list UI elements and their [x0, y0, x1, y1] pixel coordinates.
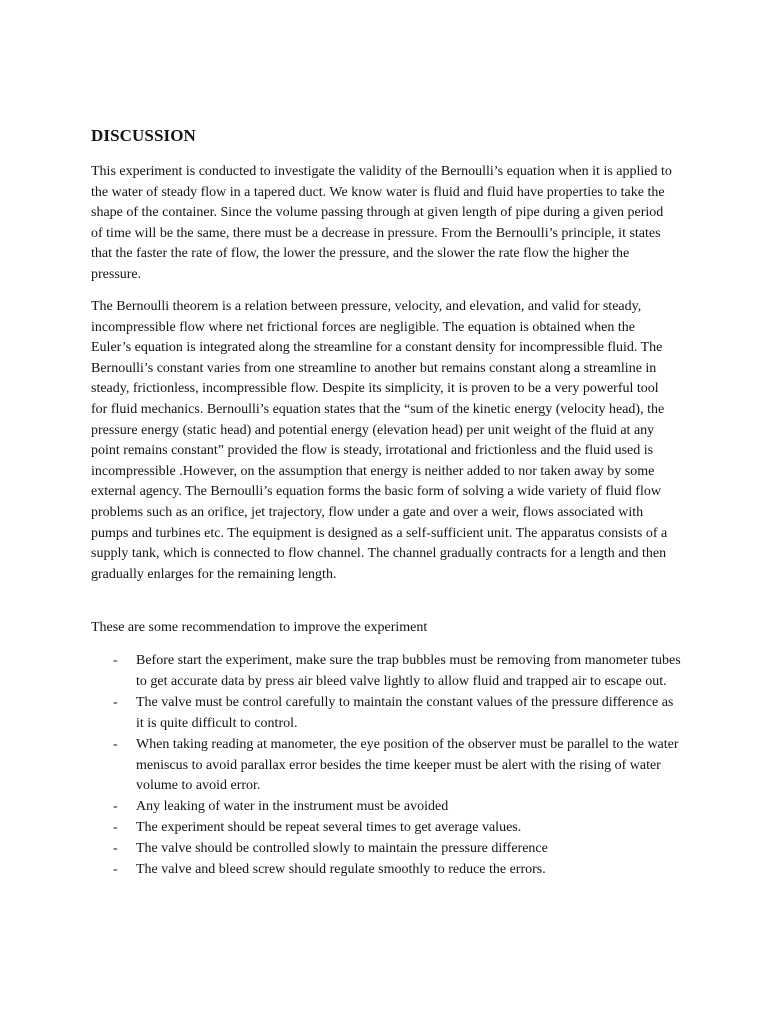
list-item-text: The valve and bleed screw should regulate smoothly to reduce the errors.: [136, 862, 546, 878]
list-item: [91, 693, 681, 735]
list-item-text: The experiment should be repeat several times to get average values.: [136, 820, 522, 836]
list-item: [91, 818, 681, 839]
list-dash: -: [113, 841, 118, 857]
list-dash: -: [113, 694, 118, 710]
recommendation-list: [91, 651, 681, 881]
list-item-text: When taking reading at manometer, the eye position of the observer must be parallel to the water meniscus to avoid parallax error besides the time keeper must be alert with the rising of water volume to avoid error.: [136, 736, 679, 794]
list-item-text: Any leaking of water in the instrument must be avoided: [136, 799, 449, 815]
list-item: [91, 860, 681, 881]
paragraph-bernoulli-theorem: The Bernoulli theorem is a relation between pressure, velocity, and elevation, and valid for steady, incompressible flow where net frictional forces are negligible. The equation is obtained when the Euler’s equation is integrated along the streamline for a constant density for incompressible fluid. The Bernoulli’s constant varies from one streamline to another but remains constant along a streamline in steady, frictionless, incompressible flow. Despite its simplicity, it is proven to be a very powerful tool for fluid mechanics. Bernoulli’s equation states that the “sum of the kinetic energy (velocity head), the pressure energy (static head) and potential energy (elevation head) per unit weight of the fluid at any point remains constant” provided the flow is steady, irrotational and frictionless and the fluid used is incompressible .However, on the assumption that energy is neither added to nor taken away by some external agency. The Bernoulli’s equation forms the basic form of solving a wide variety of fluid flow problems such as an orifice, jet trajectory, flow under a gate and over a weir, flows associated with pumps and turbines etc. The equipment is designed as a self-sufficient unit. The apparatus consists of a supply tank, which is connected to flow channel. The channel gradually contracts for a length and then gradually enlarges for the remaining length.: [91, 299, 668, 582]
list-dash: -: [113, 862, 118, 878]
section-heading: DISCUSSION: [91, 126, 196, 145]
list-item-text: The valve must be control carefully to maintain the constant values of the pressure difference as it is quite difficult to control.: [136, 694, 674, 731]
list-item-text: The valve should be controlled slowly to maintain the pressure difference: [136, 841, 548, 857]
list-item-text: Before start the experiment, make sure the trap bubbles must be removing from manometer tubes to get accurate data by press air bleed valve lightly to allow fluid and trapped air to escape out.: [136, 653, 681, 689]
list-item: [91, 839, 681, 860]
list-dash: -: [113, 799, 118, 815]
list-item: [91, 651, 681, 693]
list-item: [91, 735, 681, 798]
list-dash: -: [113, 736, 118, 752]
list-dash: -: [113, 820, 118, 836]
list-item: [91, 797, 681, 818]
paragraph-recommendation-intro: These are some recommendation to improve the experiment: [91, 620, 428, 635]
paragraph-introduction: This experiment is conducted to investigate the validity of the Bernoulli’s equation when it is applied to the water of steady flow in a tapered duct. We know water is fluid and fluid have properties to take the shape of the container. Since the volume passing through at given length of pipe during a given period of time will be the same, there must be a decrease in pressure. From the Bernoulli’s principle, it states that the faster the rate of flow, the lower the pressure, and the slower the rate flow the higher the pressure.: [91, 164, 672, 282]
list-dash: -: [113, 653, 118, 668]
